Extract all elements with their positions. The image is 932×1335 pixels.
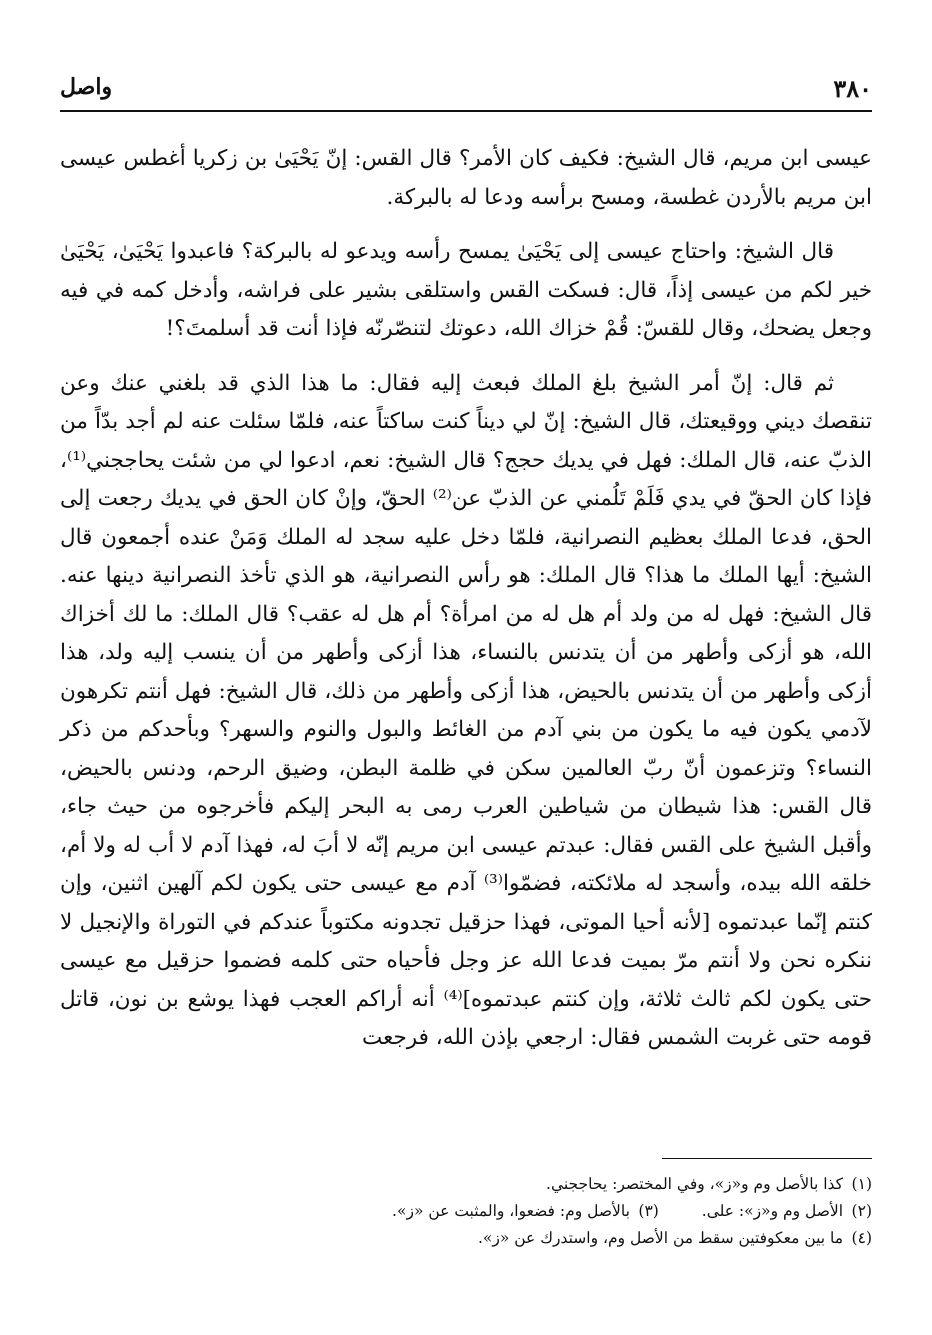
footnote-number: (١) (851, 1175, 872, 1193)
footnote-number: (٤) (851, 1229, 872, 1247)
footnote-text: الأصل وم و«ز»: على. (701, 1202, 844, 1220)
footnote (697, 1202, 872, 1220)
footnote (60, 1225, 872, 1252)
paragraph: ثم قال: إنّ أمر الشيخ بلغ الملك فبعث إليه فقال: ما هذا الذي قد بلغني عنك وعن تنقصك ديني ووقيعتك، قال الشيخ: إنّ لي ديناً كنت ساكتاً عنه، فلمّا سئلت عنه لم أجد بدّاً من الذبّ عنه، قال الملك: فهل في يديك حجج؟ قال الشيخ: نعم، ادعوا لي من شئت يحاججني⁽¹⁾، فإذا كان الحقّ في يدي فَلَمْ تَلُمني عن الذبّ عن⁽²⁾ الحقّ، وإنْ كان الحق في يديك رجعت إلى الحق، فدعا الملك بعظيم النصرانية، فلمّا دخل عليه سجد له الملك وَمَنْ عنده أجمعون قال الشيخ: أيها الملك ما هذا؟ قال الملك: هو رأس النصرانية، هو الذي تأخذ النصرانية دينها عنه. قال الشيخ: فهل له من ولد أم هل له من امرأة؟ أم هل له عقب؟ قال الملك: ما لك أخزاك الله، هو أزكى وأطهر من أن يتدنس بالنساء، هذا أزكى وأطهر من أن ينسب إليه ولد، هذا أزكى وأطهر من أن يتدنس بالحيض، هذا أزكى وأطهر من ذلك، قال الشيخ: فهل أنتم تكرهون لآدمي يكون فيه ما يكون من بني آدم من الغائط والبول والنوم والسهر؟ وبأحدكم من ذكر النساء؟ وتزعمون أنّ ربّ العالمين سكن في ظلمة البطن، وضيق الرحم، ودنس بالحيض، قال القس: هذا شيطان من شياطين العرب رمى به البحر إليكم فأخرجوه من حيث جاء، وأقبل الشيخ على القس فقال: عبدتم عيسى ابن مريم إنّه لا أبَ له، فهذا آدم لا أب له ولا أم، خلقه الله بيده، وأسجد له ملائكته، فضمّوا⁽³⁾ آدم مع عيسى حتى يكون لكم آلهين اثنين، وإن كنتم إنّما عبدتموه [لأنه أحيا الموتى، فهذا حزقيل تجدونه مكتوباً عندكم في التوراة والإنجيل لا ننكره نحن ولا أنتم مرّ بميت فدعا الله عز وجل فأحياه حتى كلمه فضموا حزقيل مع عيسى حتى يكون لكم ثالث ثلاثة، وإن كنتم عبدتموه]⁽⁴⁾ أنه أراكم العجب فهذا يوشع بن نون، قاتل قومه حتى غربت الشمس فقال: ارجعي بإذن الله، فرجعت (60, 370, 873, 1050)
page-header (60, 70, 872, 112)
footnote-text: ما بين معكوفتين سقط من الأصل وم، واستدرك عن «ز». (477, 1229, 844, 1247)
footnote-text: كذا بالأصل وم و«ز»، وفي المختصر: يحاججني. (546, 1175, 844, 1193)
footnote-number: (٢) (851, 1202, 872, 1220)
running-title: واصل (60, 74, 113, 100)
paragraph: قال الشيخ: واحتاج عيسى إلى يَحْيَىٰ يمسح رأسه ويدعو له بالبركة؟ فاعبدوا يَحْيَىٰ، يَحْيَىٰ خير لكم من عيسى إذاً، قال: فسكت القس واستلقى بشير على فراشه، وأدخل كمه في فيه وجعل يضحك، وقال للقسّ: قُمْ خزاك الله، دعوتك لتنصّرنّه فإذا أنت قد أسلمتَ؟! (60, 239, 872, 341)
footnote (392, 1198, 659, 1225)
main-text (60, 140, 872, 1074)
page-number: ٣٨٠ (833, 74, 872, 103)
footnote-separator (662, 1158, 872, 1159)
footnote-number: (٣) (638, 1202, 659, 1220)
footnote-row (60, 1198, 872, 1225)
footnotes (60, 1158, 872, 1252)
footnote-text: بالأصل وم: فضعوا، والمثبت عن «ز». (392, 1202, 630, 1220)
footnote (60, 1171, 872, 1198)
paragraph: عيسى ابن مريم، قال الشيخ: فكيف كان الأمر؟ قال القس: إنّ يَحْيَىٰ بن زكريا أغطس عيسى ابن مريم بالأردن غطسة، ومسح برأسه ودعا له بالبركة. (60, 146, 872, 210)
